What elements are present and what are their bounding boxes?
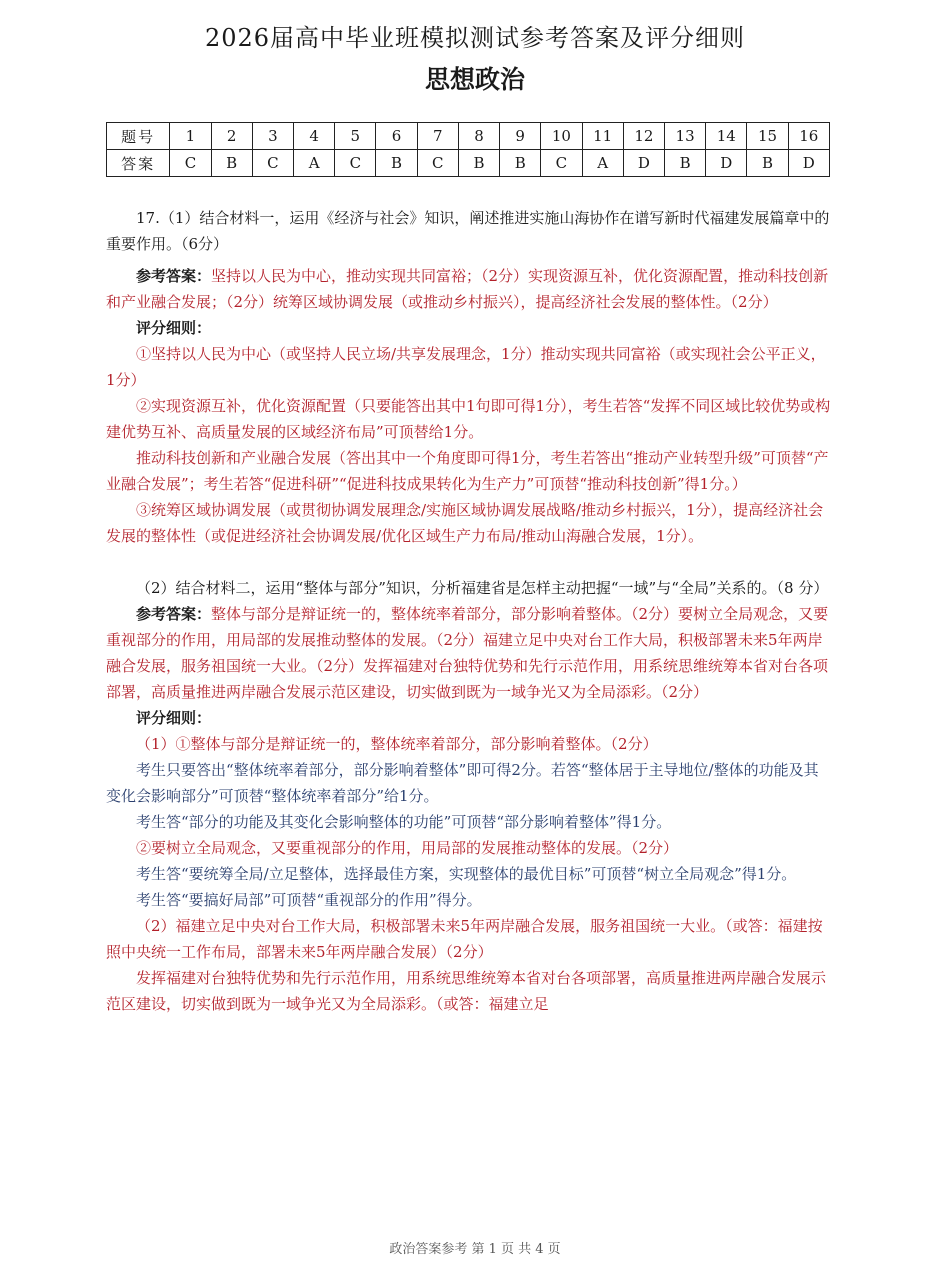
- question-number-cell: 16: [788, 123, 829, 150]
- question-17-1: 17.（1）结合材料一，运用《经济与社会》知识，阐述推进实施山海协作在谱写新时代福建发展篇章中的重要作用。（6分）: [106, 209, 830, 253]
- rule-17-2-1: （1）①整体与部分是辩证统一的，整体统率着部分，部分影响着整体。（2分）: [136, 735, 658, 753]
- question-number-cell: 14: [706, 123, 747, 150]
- rule-17-2-6: 考生答“要搞好局部”可顶替“重视部分的作用”得分。: [136, 891, 482, 909]
- answer-cell: C: [335, 150, 376, 177]
- answer-cell: C: [541, 150, 582, 177]
- rules-label-17-2: 评分细则：: [136, 709, 212, 727]
- question-number-cell: 12: [623, 123, 664, 150]
- rule-17-1-c: 推动科技创新和产业融合发展（答出其中一个角度即可得1分，考生若答出“推动产业转型升级”可顶替“产业融合发展”；考生若答“促进科研”“促进科技成果转化为生产力”可顶替“推动科技创新”得1分。）: [106, 449, 829, 493]
- answer-cell: C: [417, 150, 458, 177]
- table-row-numbers: [107, 123, 830, 150]
- answer-table: [106, 122, 830, 177]
- ref-label: 参考答案：: [136, 267, 212, 285]
- answer-cell: B: [747, 150, 788, 177]
- question-number-cell: 1: [170, 123, 211, 150]
- answer-cell: B: [211, 150, 252, 177]
- ref-label: 参考答案：: [136, 605, 212, 623]
- rules-label-17-1: 评分细则：: [136, 319, 212, 337]
- rule-17-2-4: ②要树立全局观念，又要重视部分的作用，用局部的发展推动整体的发展。（2分）: [136, 839, 679, 857]
- question-number-cell: 15: [747, 123, 788, 150]
- question-number-cell: 6: [376, 123, 417, 150]
- reference-answer-17-2: [106, 601, 832, 705]
- question-number-cell: 10: [541, 123, 582, 150]
- question-number-cell: 4: [294, 123, 335, 150]
- ref-text: 整体与部分是辩证统一的，整体统率着部分，部分影响着整体。（2分）要树立全局观念，又要重视部分的作用，用局部的发展推动整体的发展。（2分）福建立足中央对台工作大局，积极部署未来5年两岸融合发展，服务祖国统一大业。（2分）发挥福建对台独特优势和先行示范作用，用系统思维统筹本省对台各项部署，高质量推进两岸融合发展示范区建设，切实做到既为一域争光又为全局添彩。（2分）: [106, 605, 829, 701]
- answer-cell: B: [376, 150, 417, 177]
- page-footer: 政治答案参考 第 1 页 共 4 页: [389, 1242, 561, 1257]
- rule-17-2-8: 发挥福建对台独特优势和先行示范作用，用系统思维统筹本省对台各项部署，高质量推进两岸融合发展示范区建设，切实做到既为一域争光又为全局添彩。（或答：福建立足: [106, 969, 827, 1013]
- rule-17-2-3: 考生答“部分的功能及其变化会影响整体的功能”可顶替“部分影响着整体”得1分。: [136, 813, 672, 831]
- rule-17-2-2: 考生只要答出“整体统率着部分，部分影响着整体”即可得2分。若答“整体居于主导地位/整体的功能及其变化会影响部分”可顶替“整体统率着部分”给1分。: [106, 761, 819, 805]
- rule-17-1-b: ②实现资源互补，优化资源配置（只要能答出其中1句即可得1分），考生若答“发挥不同区域比较优势或构建优势互补、高质量发展的区域经济布局”可顶替给1分。: [106, 397, 831, 441]
- rule-17-2-7: （2）福建立足中央对台工作大局，积极部署未来5年两岸融合发展，服务祖国统一大业。（或答：福建按照中央统一工作布局，部署未来5年两岸融合发展）（2分）: [106, 917, 823, 961]
- answer-cell: B: [664, 150, 705, 177]
- table-row-answers: [107, 150, 830, 177]
- answer-cell: B: [458, 150, 499, 177]
- document-title: 2026届高中毕业班模拟测试参考答案及评分细则: [204, 24, 746, 52]
- answer-cell: C: [252, 150, 293, 177]
- question-number-cell: 13: [664, 123, 705, 150]
- answer-cell: A: [582, 150, 623, 177]
- answer-cell: A: [294, 150, 335, 177]
- answer-cell: B: [500, 150, 541, 177]
- reference-answer-17-1: [106, 263, 832, 315]
- rule-17-1-d: ③统筹区域协调发展（或贯彻协调发展理念/实施区域协调发展战略/推动乡村振兴，1分），提高经济社会发展的整体性（或促进经济社会协调发展/优化区域生产力布局/推动山海融合发展，1分）。: [106, 501, 824, 545]
- question-number-cell: 11: [582, 123, 623, 150]
- question-number-cell: 2: [211, 123, 252, 150]
- ref-text: 坚持以人民为中心，推动实现共同富裕；（2分）实现资源互补，优化资源配置，推动科技创新和产业融合发展；（2分）统筹区域协调发展（或推动乡村振兴），提高经济社会发展的整体性。（2分）: [106, 267, 829, 311]
- answer-cell: D: [623, 150, 664, 177]
- answer-cell: D: [706, 150, 747, 177]
- question-number-cell: 9: [500, 123, 541, 150]
- subject-title: 思想政治: [424, 65, 525, 94]
- answer-cell: D: [788, 150, 829, 177]
- question-number-cell: 7: [417, 123, 458, 150]
- question-number-cell: 5: [335, 123, 376, 150]
- question-number-cell: 8: [458, 123, 499, 150]
- row-label-answer: 答案: [107, 150, 170, 177]
- rule-17-1-a: ①坚持以人民为中心（或坚持人民立场/共享发展理念，1分）推动实现共同富裕（或实现社会公平正义，1分）: [106, 345, 826, 389]
- question-number-cell: 3: [252, 123, 293, 150]
- rule-17-2-5: 考生答“要统筹全局/立足整体，选择最佳方案，实现整体的最优目标”可顶替“树立全局观念”得1分。: [136, 865, 797, 883]
- question-17-2: （2）结合材料二，运用“整体与部分”知识，分析福建省是怎样主动把握“一域”与“全局”关系的。（8 分）: [136, 579, 829, 597]
- row-label-number: 题号: [107, 123, 170, 150]
- document-body: [106, 205, 832, 1017]
- answer-cell: C: [170, 150, 211, 177]
